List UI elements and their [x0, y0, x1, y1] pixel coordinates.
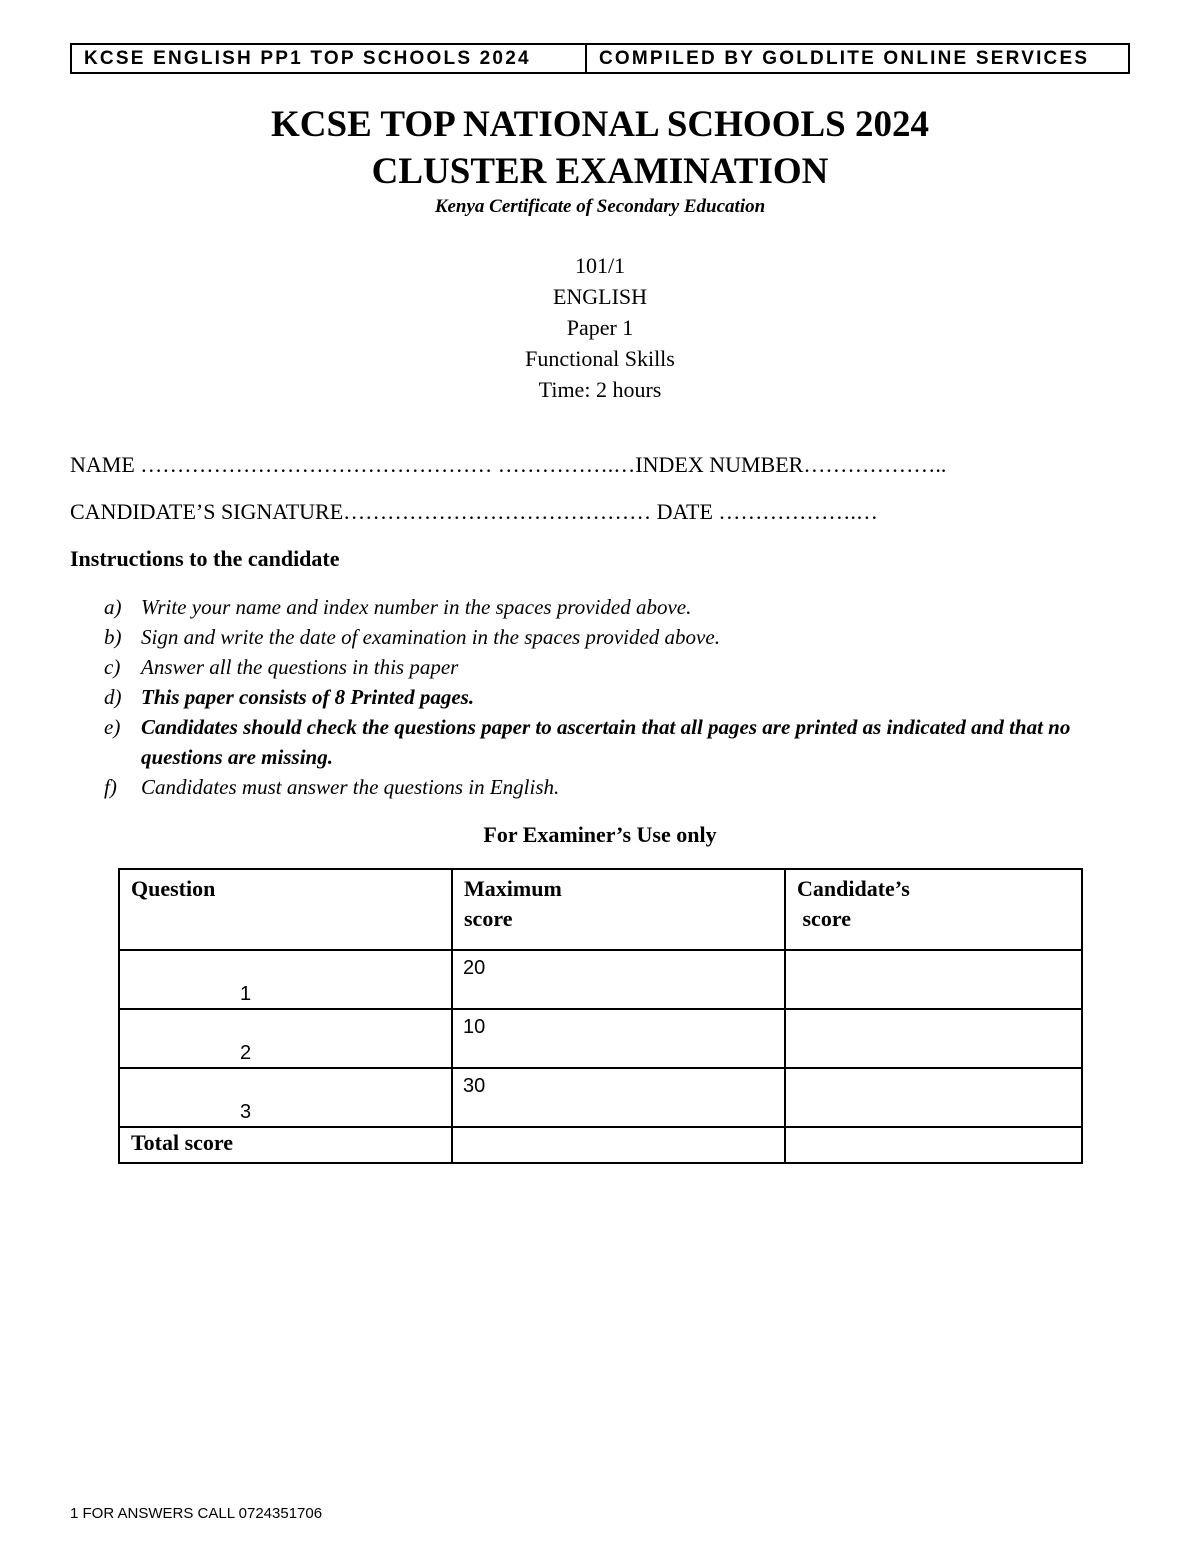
- max-score-cell: [452, 1068, 785, 1127]
- column-header-question: [119, 869, 452, 950]
- max-score-value: 20: [463, 957, 486, 979]
- table-row: [119, 950, 1082, 1009]
- instruction-text: Sign and write the date of examination in the spaces provided above.: [141, 625, 720, 649]
- header-cand-label-1: Candidate’s: [797, 876, 910, 901]
- paper-time: Time: 2 hours: [538, 377, 662, 402]
- instruction-letter: c): [104, 655, 121, 679]
- instruction-item: [104, 682, 1104, 712]
- score-table: [118, 868, 1083, 1164]
- candidate-score-cell[interactable]: [785, 950, 1082, 1009]
- column-header-candidate-score: [785, 869, 1082, 950]
- header-banner: [70, 43, 1130, 74]
- total-max-cell: [452, 1127, 785, 1163]
- header-max-label-1: Maximum: [464, 876, 562, 901]
- header-question-label: Question: [131, 876, 216, 901]
- instruction-item: [104, 622, 1104, 652]
- paper-number: Paper 1: [566, 315, 634, 340]
- instruction-item: [104, 592, 1104, 622]
- header-left-text: KCSE ENGLISH PP1 TOP SCHOOLS 2024: [72, 45, 587, 72]
- table-row: [119, 1068, 1082, 1127]
- instruction-letter: b): [104, 625, 122, 649]
- total-label: Total score: [131, 1130, 234, 1155]
- instruction-letter: d): [104, 685, 122, 709]
- max-score-value: 30: [463, 1075, 486, 1097]
- paper-code: 101/1: [574, 253, 626, 278]
- signature-date-field[interactable]: CANDIDATE’S SIGNATURE…………………………………… DATE ……………….…: [70, 499, 878, 524]
- candidate-score-cell[interactable]: [785, 1009, 1082, 1068]
- header-right-text: COMPILED BY GOLDLITE ONLINE SERVICES: [599, 47, 1090, 69]
- max-score-cell: [452, 950, 785, 1009]
- column-header-max-score: [452, 869, 785, 950]
- total-label-cell: [119, 1127, 452, 1163]
- header-max-label-2: score: [464, 906, 513, 931]
- instruction-letter: e): [104, 715, 121, 739]
- instructions-heading: Instructions to the candidate: [70, 546, 340, 571]
- exam-subtitle: Kenya Certificate of Secondary Education: [434, 196, 766, 217]
- instruction-text: Candidates must answer the questions in English.: [141, 775, 560, 799]
- instruction-text: Write your name and index number in the spaces provided above.: [141, 595, 692, 619]
- instruction-text: Answer all the questions in this paper: [141, 655, 459, 679]
- instruction-item: [104, 652, 1104, 682]
- instructions-list: [104, 592, 1104, 802]
- exam-title-line2: CLUSTER EXAMINATION: [371, 151, 829, 192]
- max-score-cell: [452, 1009, 785, 1068]
- max-score-value: 10: [463, 1016, 486, 1038]
- table-row: [119, 1009, 1082, 1068]
- paper-name: Functional Skills: [525, 346, 675, 371]
- question-cell: [119, 950, 452, 1009]
- name-index-field[interactable]: NAME ………………………………………… …………….…INDEX NUMBER………………..: [70, 452, 947, 477]
- question-number: 3: [240, 1101, 252, 1123]
- header-cand-label-2: score: [797, 906, 851, 931]
- instruction-letter: f): [104, 775, 117, 799]
- instruction-text: Candidates should check the questions paper to ascertain that all pages are printed as indicated and that no questions are missing.: [141, 715, 1071, 769]
- total-row: [119, 1127, 1082, 1163]
- table-header-row: [119, 869, 1082, 950]
- page-footer: 1 FOR ANSWERS CALL 0724351706: [70, 1505, 323, 1522]
- instruction-letter: a): [104, 595, 122, 619]
- total-candidate-cell[interactable]: [785, 1127, 1082, 1163]
- paper-subject: ENGLISH: [552, 284, 648, 309]
- question-number: 1: [240, 983, 252, 1005]
- instruction-item: [104, 772, 1104, 802]
- instruction-text: This paper consists of 8 Printed pages.: [141, 685, 475, 709]
- question-cell: [119, 1009, 452, 1068]
- exam-title-line1: KCSE TOP NATIONAL SCHOOLS 2024: [271, 104, 929, 145]
- instruction-item: [104, 712, 1104, 772]
- examiner-heading: For Examiner’s Use only: [483, 822, 717, 847]
- candidate-score-cell[interactable]: [785, 1068, 1082, 1127]
- question-number: 2: [240, 1042, 252, 1064]
- question-cell: [119, 1068, 452, 1127]
